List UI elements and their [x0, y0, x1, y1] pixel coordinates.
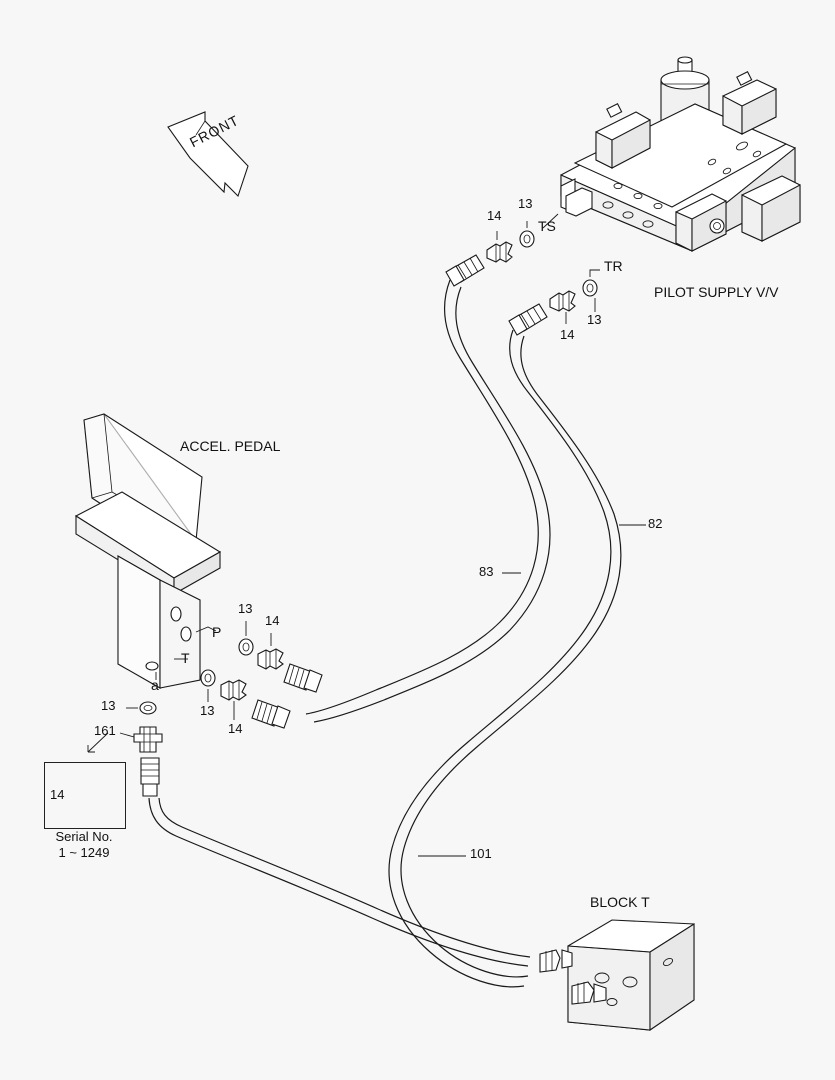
callout-101: 101	[470, 846, 492, 861]
callout-14-t: 14	[228, 721, 243, 736]
ts-fitting-group	[446, 231, 534, 286]
tr-fitting-group	[509, 280, 597, 335]
callout-13-tr: 13	[587, 312, 602, 327]
callout-13-p: 13	[238, 601, 253, 616]
block-t-shape	[540, 920, 694, 1030]
port-a-label: a	[151, 677, 159, 693]
front-arrow-label: FRONT	[187, 111, 242, 151]
hose-101	[149, 798, 530, 966]
port-p-label: P	[212, 624, 222, 640]
pilot-supply-valve-label: PILOT SUPPLY V/V	[654, 284, 779, 300]
serial-note-line1: Serial No.	[55, 829, 113, 844]
callout-82: 82	[648, 516, 663, 531]
a-port-fitting-group	[134, 702, 162, 796]
callout-13-ts: 13	[518, 196, 533, 211]
callout-83: 83	[479, 564, 494, 579]
callout-13-a: 13	[101, 698, 116, 713]
port-tr-label: TR	[604, 258, 623, 274]
port-ts-label: TS	[538, 218, 556, 234]
hose-83	[306, 280, 550, 722]
callout-161: 161	[94, 723, 116, 738]
p-port-fitting-group	[239, 639, 322, 692]
hose-82	[389, 327, 621, 987]
callout-14-p: 14	[265, 613, 280, 628]
block-t-label: BLOCK T	[590, 894, 650, 910]
serial-note-line2: 1 ~ 1249	[58, 845, 110, 860]
accel-pedal-shape	[76, 414, 220, 688]
callout-13-t: 13	[200, 703, 215, 718]
accel-pedal-label: ACCEL. PEDAL	[180, 438, 281, 454]
t-port-fitting-group	[201, 670, 290, 728]
pilot-supply-valve-shape	[561, 57, 800, 251]
port-t-label: T	[181, 650, 190, 666]
callout-14-serial: 14	[50, 787, 65, 802]
callout-14-tr: 14	[560, 327, 575, 342]
callout-14-ts: 14	[487, 208, 502, 223]
